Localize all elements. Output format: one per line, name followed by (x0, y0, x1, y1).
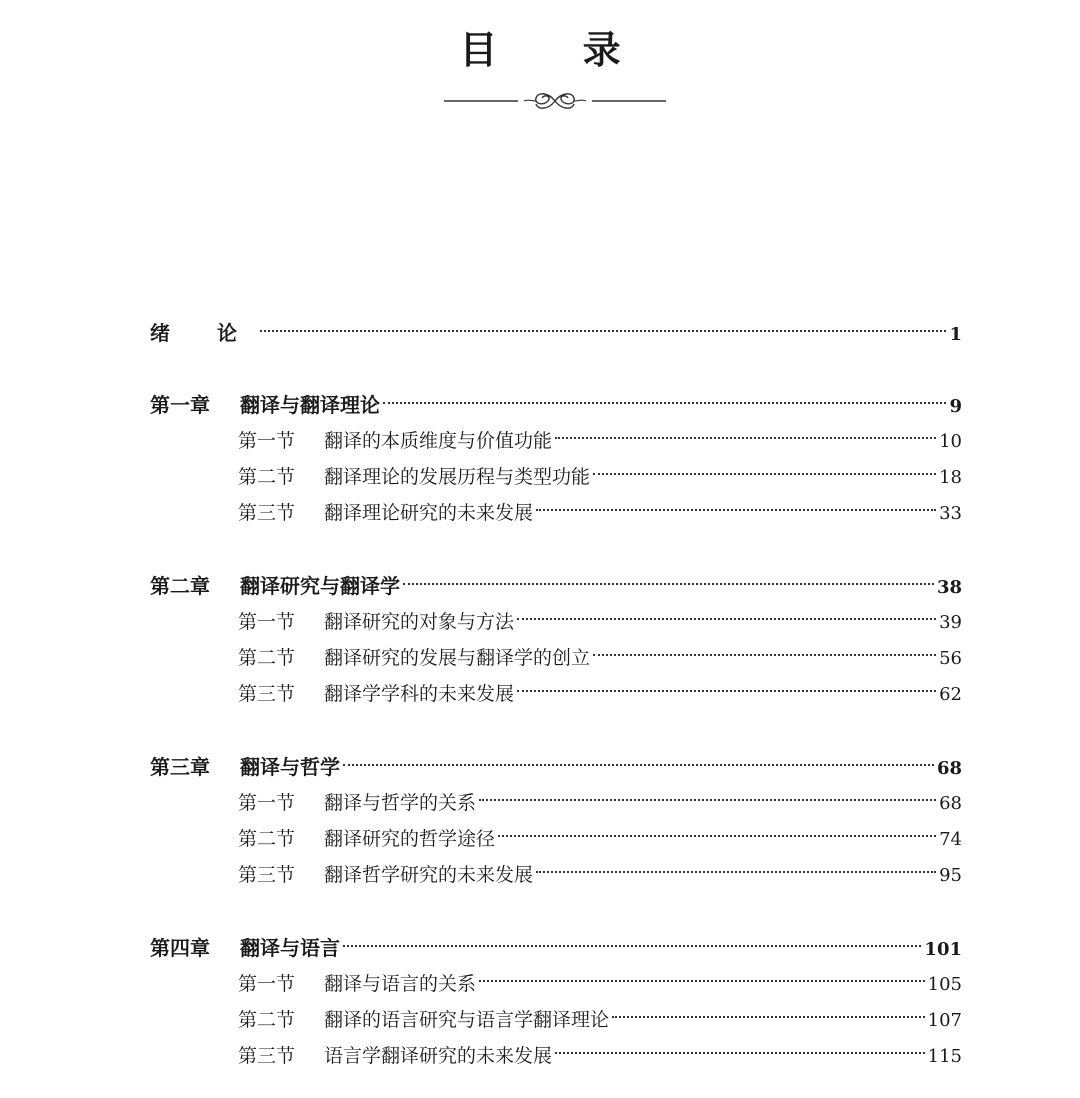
toc-section[interactable] (238, 788, 962, 818)
chapter-number: 第四章 (150, 936, 210, 960)
chapter-title: 翻译与翻译理论 (240, 393, 380, 417)
toc-chapter[interactable] (150, 390, 962, 420)
toc-section[interactable] (238, 462, 962, 492)
section-title: 翻译学学科的未来发展 (324, 683, 515, 705)
section-number: 第一节 (238, 973, 296, 995)
dot-leader (536, 509, 936, 511)
page-number: 38 (936, 577, 962, 598)
chapter-title: 翻译与语言 (240, 936, 340, 960)
section-label (238, 426, 552, 456)
section-number: 第二节 (238, 828, 296, 850)
section-number: 第三节 (238, 502, 296, 524)
section-number: 第二节 (238, 647, 296, 669)
dot-leader (260, 330, 947, 332)
page-number: 101 (924, 939, 962, 960)
section-number: 第二节 (238, 466, 296, 488)
dot-leader (612, 1016, 925, 1018)
dot-leader (593, 473, 936, 475)
toc-section[interactable] (238, 1041, 962, 1071)
page-number: 33 (939, 503, 962, 524)
page-number: 56 (939, 648, 962, 669)
dot-leader (479, 799, 936, 801)
toc-section[interactable] (238, 679, 962, 709)
toc-section[interactable] (238, 498, 962, 528)
chapter-number: 第一章 (150, 393, 210, 417)
section-label (238, 498, 533, 528)
dot-leader (536, 871, 936, 873)
page-number: 62 (939, 684, 962, 705)
chapter-title: 翻译与哲学 (240, 755, 340, 779)
toc-chapter[interactable] (150, 752, 962, 782)
toc-section[interactable] (238, 607, 962, 637)
page-number: 68 (936, 758, 962, 779)
page-number: 95 (939, 865, 962, 886)
dot-leader (593, 654, 936, 656)
section-label (238, 824, 495, 854)
dot-leader (403, 583, 934, 585)
dot-leader (555, 437, 936, 439)
page-number: 68 (939, 793, 962, 814)
section-number: 第一节 (238, 430, 296, 452)
toc-chapter[interactable] (150, 933, 962, 963)
page-number: 115 (927, 1046, 962, 1067)
toc-section[interactable] (238, 969, 962, 999)
page-title: 目 录 (459, 27, 657, 72)
chapter-number: 第三章 (150, 755, 210, 779)
section-title: 翻译与哲学的关系 (324, 792, 477, 814)
section-number: 第三节 (238, 683, 296, 705)
toc-entry-intro[interactable] (150, 318, 962, 348)
dot-leader (517, 618, 936, 620)
section-label (238, 788, 476, 818)
toc-section[interactable] (238, 426, 962, 456)
page-number: 10 (939, 431, 962, 452)
section-number: 第二节 (238, 1009, 296, 1031)
section-label (238, 860, 533, 890)
section-number: 第三节 (238, 1045, 296, 1067)
section-title: 翻译研究的对象与方法 (324, 611, 515, 633)
dot-leader (555, 1052, 925, 1054)
page-number: 74 (939, 829, 962, 850)
toc-section[interactable] (238, 643, 962, 673)
intro-label: 绪 论 (150, 321, 257, 345)
section-number: 第一节 (238, 792, 296, 814)
section-label (238, 1005, 609, 1035)
chapter-label (150, 752, 340, 782)
toc-chapter[interactable] (150, 571, 962, 601)
page-number: 105 (927, 974, 962, 995)
section-label (238, 679, 514, 709)
toc-section[interactable] (238, 1005, 962, 1035)
toc-section[interactable] (238, 824, 962, 854)
section-title: 翻译理论的发展历程与类型功能 (324, 466, 591, 488)
section-label (238, 1041, 552, 1071)
section-title: 翻译与语言的关系 (324, 973, 477, 995)
section-label (238, 969, 476, 999)
dot-leader (517, 690, 936, 692)
chapter-label (150, 390, 380, 420)
dot-leader (343, 945, 921, 947)
chapter-label (150, 571, 400, 601)
dot-leader (498, 835, 936, 837)
section-label (238, 607, 514, 637)
page-number: 107 (927, 1010, 962, 1031)
section-title: 语言学翻译研究的未来发展 (324, 1045, 553, 1067)
section-title: 翻译哲学研究的未来发展 (324, 864, 534, 886)
section-number: 第一节 (238, 611, 296, 633)
section-number: 第三节 (238, 864, 296, 886)
page-number: 1 (949, 324, 962, 345)
ornament-divider-icon (444, 90, 666, 112)
section-title: 翻译理论研究的未来发展 (324, 502, 534, 524)
section-title: 翻译研究的哲学途径 (324, 828, 496, 850)
chapter-title: 翻译研究与翻译学 (240, 574, 400, 598)
dot-leader (479, 980, 925, 982)
section-label (238, 643, 590, 673)
section-title: 翻译研究的发展与翻译学的创立 (324, 647, 591, 669)
dot-leader (383, 402, 946, 404)
page-number: 9 (949, 396, 962, 417)
section-label (238, 462, 590, 492)
section-title: 翻译的语言研究与语言学翻译理论 (324, 1009, 610, 1031)
section-title: 翻译的本质维度与价值功能 (324, 430, 553, 452)
dot-leader (343, 764, 934, 766)
page-number: 39 (939, 612, 962, 633)
page-number: 18 (939, 467, 962, 488)
chapter-number: 第二章 (150, 574, 210, 598)
chapter-label (150, 933, 340, 963)
toc-section[interactable] (238, 860, 962, 890)
